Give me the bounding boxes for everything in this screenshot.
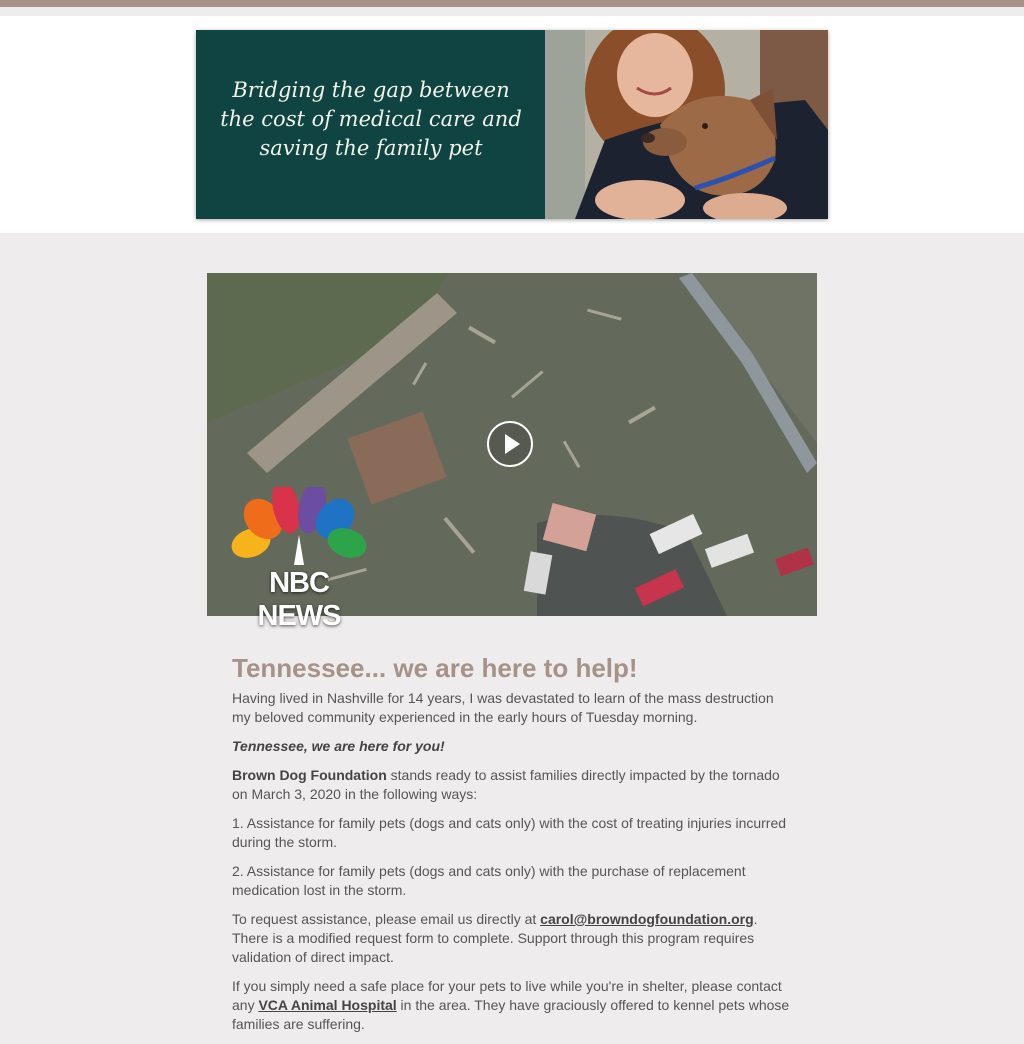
article-title: Tennessee... we are here to help! xyxy=(232,653,638,683)
request-text-post: . There is a modified request form to complete. Support through this program requires validation of direct impact. xyxy=(232,911,758,965)
assistance-item-1: 1. Assistance for family pets (dogs and cats only) with the cost of treating injuries incurred during the storm. xyxy=(232,815,787,850)
tagline-line-3: saving the family pet xyxy=(259,136,483,160)
tagline-line-2: the cost of medical care and xyxy=(220,107,522,131)
foundation-paragraph-text: stands ready to assist families directly impacted by the tornado on March 3, 2020 in the following ways: xyxy=(232,767,780,802)
woman-with-dog-illustration xyxy=(545,30,828,219)
foundation-name: Brown Dog Foundation xyxy=(232,767,387,783)
play-icon xyxy=(489,423,531,465)
nbc-peacock-icon xyxy=(226,487,372,571)
top-accent-bar xyxy=(0,0,1024,7)
tagline-line-1: Bridging the gap between xyxy=(232,78,510,102)
request-text-pre: To request assistance, please email us directly at xyxy=(232,911,541,927)
shelter-paragraph xyxy=(232,977,792,1034)
top-spacer xyxy=(0,7,1024,16)
assistance-item-2: 2. Assistance for family pets (dogs and cats only) with the purchase of replacement medication lost in the storm. xyxy=(232,863,746,898)
article-intro: Having lived in Nashville for 14 years, I was devastated to learn of the mass destruction my beloved community experienced in the early hours of Tuesday morning. xyxy=(232,690,774,725)
banner-tagline xyxy=(206,76,536,163)
article-emphasis: Tennessee, we are here for you! xyxy=(232,738,445,754)
banner-text-panel xyxy=(196,30,545,219)
email-link[interactable]: carol@browndogfoundation.org xyxy=(540,911,754,927)
article-foundation-paragraph xyxy=(232,766,792,804)
header-banner xyxy=(196,30,828,219)
article-content xyxy=(232,652,792,1044)
woman-with-dog-photo xyxy=(545,30,828,219)
vca-hospital-link[interactable]: VCA Animal Hospital xyxy=(258,997,397,1013)
play-button[interactable] xyxy=(487,421,533,467)
request-paragraph xyxy=(232,910,792,967)
shelter-text-pre: If you simply need a safe place for your pets to live while you're in shelter, please contact any xyxy=(232,978,782,1013)
nbc-news-wordmark: NBC NEWS xyxy=(257,567,341,632)
shelter-text-post: in the area. They have graciously offered to kennel pets whose families are suffering. xyxy=(232,997,790,1032)
nbc-news-logo xyxy=(226,487,372,632)
